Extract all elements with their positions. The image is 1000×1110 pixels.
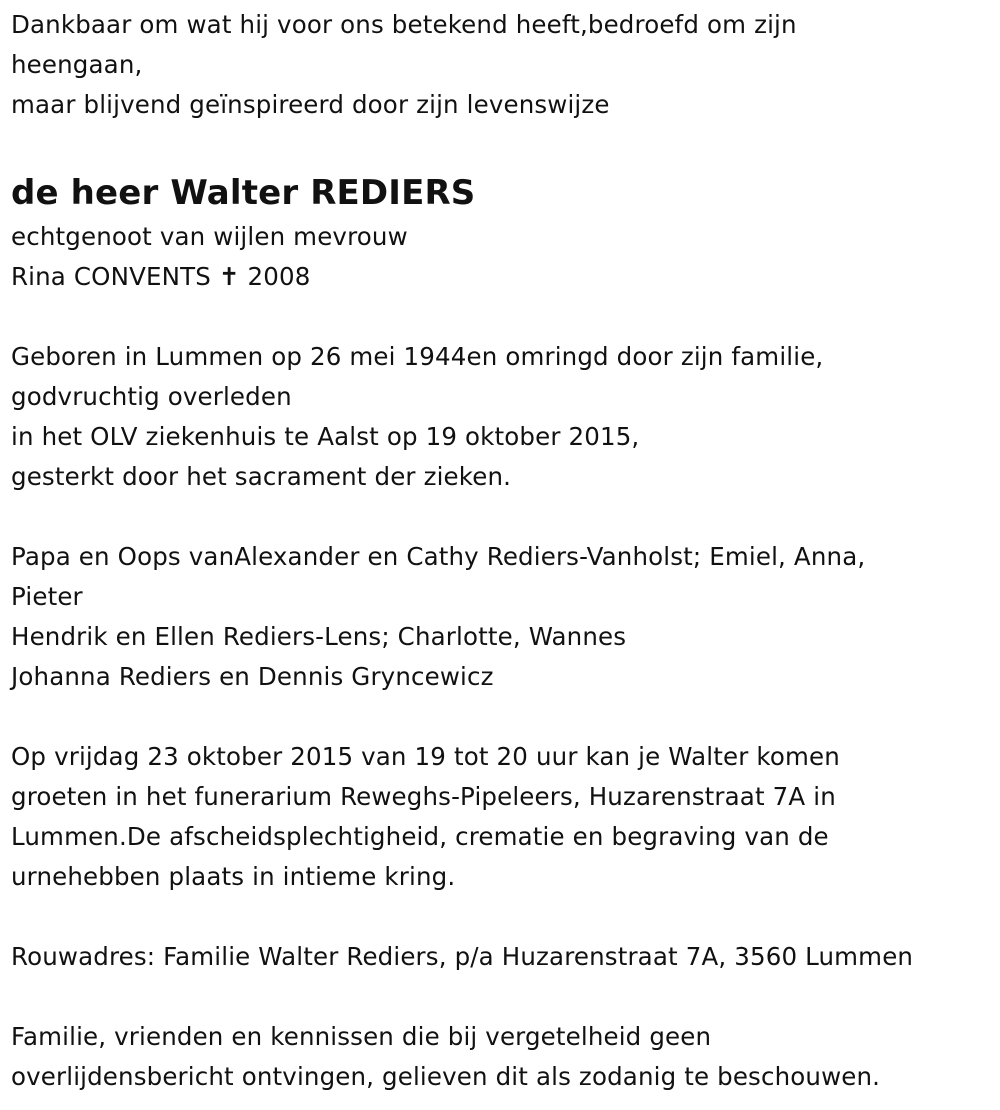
birth-death-line-4: gesterkt door het sacrament der zieken. — [11, 462, 512, 491]
intro-paragraph — [11, 5, 991, 125]
intro-line-3: maar blijvend geïnspireerd door zijn levenswijze — [11, 90, 610, 119]
spacer — [11, 977, 991, 1017]
closing-paragraph — [11, 1017, 991, 1097]
birth-death-paragraph — [11, 337, 991, 497]
spacer — [11, 497, 991, 537]
visitation-line-4: urnehebben plaats in intieme kring. — [11, 862, 456, 891]
family-line-1: Papa en Oops vanAlexander en Cathy Rediers-Vanholst; Emiel, Anna, — [11, 542, 866, 571]
spouse-line-2 — [11, 257, 991, 297]
visitation-line-2: groeten in het funerarium Reweghs-Pipeleers, Huzarenstraat 7A in — [11, 782, 836, 811]
spacer — [11, 897, 991, 937]
deceased-section — [11, 169, 991, 297]
birth-death-line-1: Geboren in Lummen op 26 mei 1944en omringd door zijn familie, — [11, 342, 824, 371]
closing-line-1: Familie, vrienden en kennissen die bij vergetelheid geen — [11, 1022, 712, 1051]
family-line-4: Johanna Rediers en Dennis Gryncewicz — [11, 662, 494, 691]
intro-line-2: heengaan, — [11, 50, 143, 79]
cross-icon: ✝ — [218, 262, 240, 291]
spouse-death-year: 2008 — [247, 262, 311, 291]
spouse-name: Rina CONVENTS — [11, 262, 211, 291]
spacer — [11, 297, 991, 337]
deceased-name: de heer Walter REDIERS — [11, 173, 476, 213]
family-paragraph — [11, 537, 991, 697]
birth-death-line-2: godvruchtig overleden — [11, 382, 292, 411]
family-line-3: Hendrik en Ellen Rediers-Lens; Charlotte, Wannes — [11, 622, 627, 651]
visitation-line-3: Lummen.De afscheidsplechtigheid, crematie en begraving van de — [11, 822, 829, 851]
family-line-2: Pieter — [11, 582, 83, 611]
spouse-line-1: echtgenoot van wijlen mevrouw — [11, 222, 408, 251]
address-paragraph — [11, 937, 991, 977]
spacer — [11, 125, 991, 165]
visitation-line-1: Op vrijdag 23 oktober 2015 van 19 tot 20 uur kan je Walter komen — [11, 742, 840, 771]
visitation-paragraph — [11, 737, 991, 897]
birth-death-line-3: in het OLV ziekenhuis te Aalst op 19 oktober 2015, — [11, 422, 640, 451]
closing-line-2: overlijdensbericht ontvingen, gelieven dit als zodanig te beschouwen. — [11, 1062, 881, 1091]
obituary-notice — [11, 5, 991, 1097]
intro-line-1: Dankbaar om wat hij voor ons betekend heeft,bedroefd om zijn — [11, 10, 797, 39]
mourning-address: Rouwadres: Familie Walter Rediers, p/a Huzarenstraat 7A, 3560 Lummen — [11, 942, 914, 971]
spacer — [11, 697, 991, 737]
